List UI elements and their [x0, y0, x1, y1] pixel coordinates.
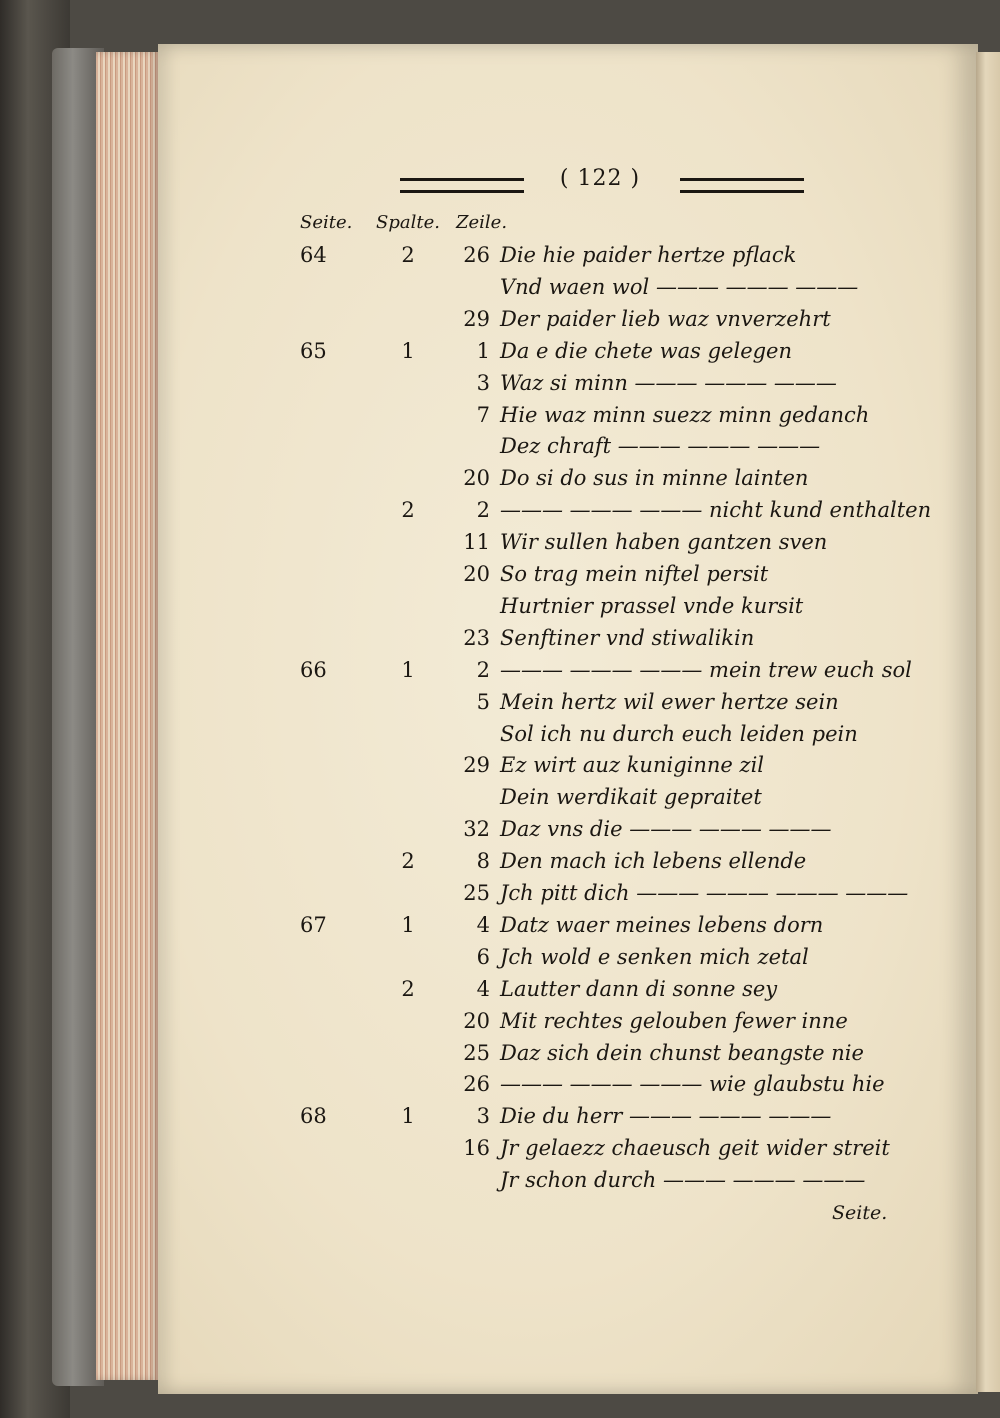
table-row	[0, 336, 1000, 366]
row-text: Jch wold e senken mich zetal	[500, 944, 809, 969]
row-zeile: 8	[476, 849, 490, 874]
row-text: Hie waz minn suezz minn gedanch	[500, 402, 870, 427]
row-text: Da e die chete was gelegen	[500, 338, 793, 363]
table-row	[0, 1133, 1000, 1163]
row-seite: 65	[300, 338, 327, 363]
row-text: ——— ——— ——— wie glaubstu hie	[500, 1072, 885, 1097]
column-header-seite: Seite.	[300, 212, 353, 233]
table-row	[0, 623, 1000, 653]
row-zeile: 25	[463, 881, 490, 905]
row-zeile: 3	[476, 1104, 490, 1129]
row-text: Jch pitt dich ——— ——— ——— ———	[500, 881, 909, 905]
table-row	[0, 559, 1000, 589]
row-zeile: 20	[463, 562, 490, 586]
row-text: Jr schon durch ——— ——— ———	[500, 1168, 866, 1193]
row-zeile: 16	[463, 1136, 490, 1161]
row-text: Der paider lieb waz vnverzehrt	[500, 306, 831, 331]
page-header	[400, 166, 800, 200]
row-text: Daz sich dein chunst beangste nie	[500, 1040, 864, 1065]
row-spalte: 2	[401, 243, 415, 267]
table-row	[0, 400, 1000, 430]
row-zeile: 11	[463, 530, 490, 555]
row-text: Die hie paider hertze pflack	[500, 243, 797, 267]
table-row	[0, 846, 1000, 876]
row-spalte: 1	[401, 338, 415, 363]
table-row	[0, 878, 1000, 908]
table-row	[0, 974, 1000, 1004]
table-row	[0, 910, 1000, 940]
table-row	[0, 1069, 1000, 1099]
table-row	[0, 591, 1000, 621]
table-row	[0, 655, 1000, 685]
table-row	[0, 527, 1000, 557]
row-text: So trag mein niftel persit	[500, 562, 769, 586]
row-seite: 67	[300, 912, 327, 937]
row-text: Wir sullen haben gantzen sven	[500, 530, 828, 555]
row-seite: 68	[300, 1104, 327, 1129]
row-spalte: 1	[401, 657, 415, 682]
table-row	[0, 240, 1000, 270]
row-text: ——— ——— ——— nicht kund enthalten	[500, 498, 932, 523]
row-text: Do si do sus in minne lainten	[500, 466, 809, 491]
table-row	[0, 782, 1000, 812]
row-zeile: 32	[463, 817, 490, 842]
row-text: Datz waer meines lebens dorn	[500, 912, 824, 937]
row-text: Sol ich nu durch euch leiden pein	[500, 721, 858, 746]
row-zeile: 6	[476, 944, 490, 969]
table-row	[0, 1038, 1000, 1068]
table-row	[0, 719, 1000, 749]
row-seite: 66	[300, 657, 327, 682]
row-text: Senftiner vnd stiwalikin	[500, 625, 755, 650]
row-zeile: 1	[476, 338, 490, 363]
column-header-zeile: Zeile.	[456, 212, 508, 233]
row-text: Jr gelaezz chaeusch geit wider streit	[500, 1136, 890, 1161]
row-text: Vnd waen wol ——— ——— ———	[500, 274, 859, 299]
row-text: Mein hertz wil ewer hertze sein	[500, 689, 839, 714]
row-zeile: 20	[463, 466, 490, 491]
row-text: Daz vns die ——— ——— ———	[500, 817, 832, 842]
row-text: Waz si minn ——— ——— ———	[500, 370, 837, 395]
row-zeile: 29	[463, 306, 490, 331]
row-text: Dein werdikait gepraitet	[500, 785, 762, 810]
row-zeile: 4	[476, 912, 490, 937]
row-zeile: 2	[476, 498, 490, 523]
row-zeile: 2	[476, 657, 490, 682]
table-row	[0, 495, 1000, 525]
row-text: ——— ——— ——— mein trew euch sol	[500, 657, 912, 682]
table-row	[0, 814, 1000, 844]
row-zeile: 23	[463, 625, 490, 650]
table-row	[0, 304, 1000, 334]
row-seite: 64	[300, 243, 327, 267]
row-zeile: 4	[476, 976, 490, 1001]
row-text: Lautter dann di sonne sey	[500, 976, 778, 1001]
table-row	[0, 942, 1000, 972]
row-spalte: 1	[401, 1104, 415, 1129]
row-text: Dez chraft ——— ——— ———	[500, 434, 821, 459]
column-header-spalte: Spalte.	[376, 212, 440, 233]
header-rule-right	[680, 178, 804, 193]
catchword: Seite.	[832, 1202, 888, 1224]
table-row	[0, 1006, 1000, 1036]
table-row	[0, 368, 1000, 398]
row-text: Den mach ich lebens ellende	[500, 849, 807, 874]
row-text: Mit rechtes gelouben fewer inne	[500, 1008, 848, 1033]
row-spalte: 2	[401, 849, 415, 874]
row-text: Hurtnier prassel vnde kursit	[500, 593, 804, 618]
table-row	[0, 463, 1000, 493]
row-zeile: 29	[463, 753, 490, 778]
row-zeile: 7	[476, 402, 490, 427]
row-zeile: 20	[463, 1008, 490, 1033]
table-row	[0, 1165, 1000, 1195]
header-rule-left	[400, 178, 524, 193]
page-number: ( 122 )	[559, 166, 641, 191]
row-zeile: 3	[476, 370, 490, 395]
table-row	[0, 750, 1000, 780]
row-spalte: 2	[401, 498, 415, 523]
row-zeile: 5	[476, 689, 490, 714]
table-row	[0, 687, 1000, 717]
row-zeile: 26	[463, 243, 490, 267]
table-row	[0, 431, 1000, 461]
row-zeile: 25	[463, 1040, 490, 1065]
table-row	[0, 272, 1000, 302]
row-spalte: 1	[401, 912, 415, 937]
row-text: Die du herr ——— ——— ———	[500, 1104, 832, 1129]
table-row	[0, 1101, 1000, 1131]
row-text: Ez wirt auz kuniginne zil	[500, 753, 764, 778]
row-zeile: 26	[463, 1072, 490, 1097]
row-spalte: 2	[401, 976, 415, 1001]
